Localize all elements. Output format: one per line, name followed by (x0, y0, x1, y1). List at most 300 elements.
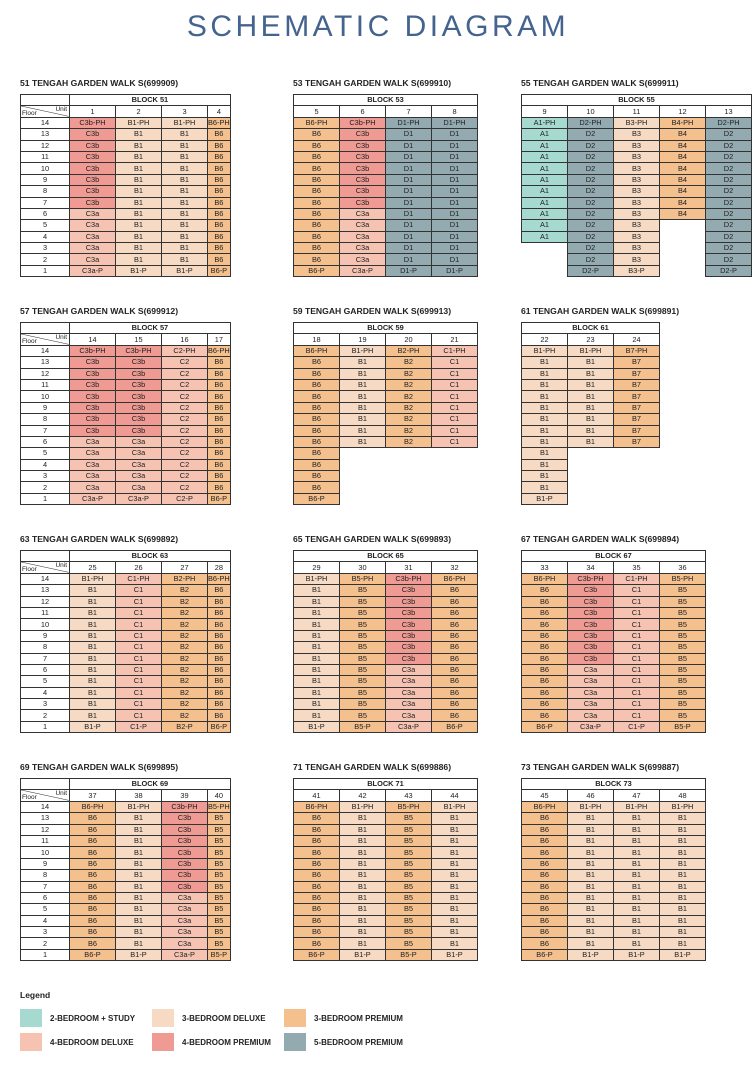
block-name: BLOCK 67 (522, 551, 706, 562)
unit-cell: B6 (432, 653, 478, 664)
unit-cell: C3b-PH (386, 573, 432, 584)
floor-row (21, 129, 231, 140)
unit-cell: B1 (660, 824, 706, 835)
unit-cell: C3b-PH (340, 117, 386, 128)
floor-row (21, 414, 231, 425)
floor-row (294, 482, 478, 493)
unit-cell: C1 (116, 699, 162, 710)
floor-row (522, 835, 706, 846)
empty-cell (432, 493, 478, 504)
unit-cell: B1 (568, 813, 614, 824)
floor-row (21, 664, 231, 675)
empty-cell (614, 459, 660, 470)
unit-cell: C3a (70, 448, 116, 459)
unit-cell: D1 (386, 174, 432, 185)
unit-number: 29 (294, 562, 340, 573)
unit-cell: B7 (614, 391, 660, 402)
unit-cell: B6 (208, 379, 231, 390)
floor-unit-corner (21, 562, 70, 573)
unit-cell: B6 (208, 619, 231, 630)
unit-cell: B1 (294, 676, 340, 687)
floor-row (21, 801, 231, 812)
unit-cell: C3b (386, 596, 432, 607)
unit-cell: B1 (116, 186, 162, 197)
empty-cell (614, 493, 660, 504)
legend-swatch (284, 1033, 306, 1051)
unit-cell: C3b (70, 197, 116, 208)
unit-cell: C1 (614, 607, 660, 618)
unit-cell: B1 (568, 379, 614, 390)
unit-cell: B1-P (116, 265, 162, 276)
unit-number: 1 (70, 106, 116, 117)
unit-cell: B6 (432, 699, 478, 710)
unit-cell: B6 (522, 642, 568, 653)
unit-cell: B1 (116, 231, 162, 242)
floor-row (522, 915, 706, 926)
floor-row (522, 174, 752, 185)
unit-cell: B1 (432, 927, 478, 938)
unit-cell: D1 (432, 254, 478, 265)
floor-row (294, 710, 478, 721)
floor-row (294, 471, 478, 482)
empty-cell (386, 493, 432, 504)
unit-cell: C1 (614, 710, 660, 721)
unit-cell: C3a (70, 459, 116, 470)
unit-cell: B1 (162, 174, 208, 185)
unit-cell: C3b (568, 607, 614, 618)
unit-cell: B5 (340, 642, 386, 653)
unit-cell: B6 (294, 835, 340, 846)
unit-cell: C1-P (614, 721, 660, 732)
empty-cell (660, 231, 706, 242)
floor-number: 4 (21, 459, 70, 470)
floor-row (522, 493, 660, 504)
floor-number: 3 (21, 471, 70, 482)
unit-cell: C1 (614, 676, 660, 687)
unit-cell: B5 (208, 915, 231, 926)
legend-label: 2-BEDROOM + STUDY (50, 1013, 136, 1023)
unit-cell: B3 (614, 208, 660, 219)
floor-number: 7 (21, 425, 70, 436)
floor-row (294, 699, 478, 710)
unit-cell: B2 (162, 710, 208, 721)
unit-cell: B1 (162, 208, 208, 219)
unit-cell: C3b (568, 630, 614, 641)
floor-row (21, 596, 231, 607)
unit-cell: B1 (568, 904, 614, 915)
unit-cell: B1 (614, 858, 660, 869)
unit-cell: B5 (386, 927, 432, 938)
unit-cell: B2 (162, 630, 208, 641)
unit-cell: B6 (522, 938, 568, 949)
unit-cell: B1 (294, 585, 340, 596)
legend-label: 3-BEDROOM PREMIUM (314, 1013, 403, 1023)
floor-row (294, 231, 478, 242)
unit-cell: B1-P (432, 949, 478, 960)
unit-cell: B1 (116, 892, 162, 903)
unit-cell: B5 (660, 687, 706, 698)
unit-cell: B6 (294, 448, 340, 459)
unit-cell: B5 (208, 904, 231, 915)
floor-row (522, 459, 660, 470)
unit-cell: C3b (70, 357, 116, 368)
empty-cell (386, 448, 432, 459)
block-address: 55 TENGAH GARDEN WALK S(699911) (521, 78, 679, 88)
floor-label: Floor (22, 565, 37, 573)
unit-cell: C1 (614, 642, 660, 653)
unit-cell: B6 (208, 208, 231, 219)
unit-cell: B1 (340, 414, 386, 425)
unit-cell: B1 (340, 813, 386, 824)
floor-row (21, 904, 231, 915)
unit-cell: D2 (706, 140, 752, 151)
unit-cell: B6 (294, 847, 340, 858)
floor-row (21, 824, 231, 835)
unit-cell: C2-PH (162, 345, 208, 356)
unit-cell: C3b-PH (568, 573, 614, 584)
floor-number: 9 (21, 402, 70, 413)
unit-cell: B1 (568, 824, 614, 835)
unit-cell: C2 (162, 459, 208, 470)
unit-cell: D2 (568, 140, 614, 151)
floor-row (21, 710, 231, 721)
unit-cell: D1 (432, 163, 478, 174)
unit-number: 15 (116, 334, 162, 345)
unit-cell: B6 (522, 813, 568, 824)
unit-cell: B1-PH (340, 801, 386, 812)
unit-cell: B6 (70, 824, 116, 835)
block-address: 67 TENGAH GARDEN WALK S(699894) (521, 534, 680, 544)
unit-cell: C3a-P (70, 493, 116, 504)
unit-cell: C1 (614, 630, 660, 641)
floor-label: Floor (22, 109, 37, 117)
unit-cell: B5-PH (340, 573, 386, 584)
floor-row (21, 254, 231, 265)
block-table (521, 322, 660, 505)
floor-number: 14 (21, 801, 70, 812)
unit-cell: C3b (162, 858, 208, 869)
legend-item-3-bedroom-premium (284, 1009, 403, 1027)
unit-cell: C3b (386, 585, 432, 596)
unit-cell: B6 (70, 813, 116, 824)
floor-row (21, 425, 231, 436)
unit-cell: C1 (614, 653, 660, 664)
unit-cell: C3b (386, 653, 432, 664)
floor-number: 4 (21, 687, 70, 698)
unit-cell: B1 (660, 858, 706, 869)
block-name: BLOCK 57 (70, 323, 231, 334)
unit-cell: C3b-PH (70, 117, 116, 128)
unit-cell: B2 (162, 687, 208, 698)
unit-cell: C3a (568, 664, 614, 675)
unit-cell: B6 (294, 197, 340, 208)
unit-cell: B6 (208, 174, 231, 185)
unit-number: 34 (568, 562, 614, 573)
unit-cell: B5 (208, 824, 231, 835)
unit-cell: B6 (432, 596, 478, 607)
floor-row (294, 379, 478, 390)
unit-cell: C2 (162, 368, 208, 379)
unit-cell: C1 (116, 676, 162, 687)
floor-row (522, 231, 752, 242)
block-address: 61 TENGAH GARDEN WALK S(699891) (521, 306, 680, 316)
unit-cell: B5 (340, 607, 386, 618)
unit-cell: A1 (522, 163, 568, 174)
block-address: 51 TENGAH GARDEN WALK S(699909) (20, 78, 179, 88)
unit-cell: B1 (116, 243, 162, 254)
unit-cell: B5 (340, 687, 386, 698)
unit-cell: B6 (208, 585, 231, 596)
floor-row (294, 892, 478, 903)
unit-number: 33 (522, 562, 568, 573)
floor-row (522, 208, 752, 219)
header-blank (21, 551, 70, 562)
floor-row (294, 265, 478, 276)
unit-cell: B6 (294, 402, 340, 413)
unit-number: 4 (208, 106, 231, 117)
unit-cell: B6 (522, 870, 568, 881)
unit-cell: D2-P (706, 265, 752, 276)
unit-cell: B1 (660, 927, 706, 938)
floor-row (522, 573, 706, 584)
unit-cell: B7 (614, 402, 660, 413)
unit-number: 42 (340, 790, 386, 801)
unit-cell: B5-PH (660, 573, 706, 584)
unit-cell: D2 (706, 151, 752, 162)
unit-cell: C3a (386, 687, 432, 698)
unit-number: 35 (614, 562, 660, 573)
unit-cell: B2 (386, 425, 432, 436)
block-name: BLOCK 71 (294, 779, 478, 790)
unit-cell: B6-PH (208, 345, 230, 355)
unit-cell: B2 (162, 664, 208, 675)
unit-cell: B1 (162, 140, 208, 151)
unit-cell: C3a-P (70, 265, 116, 276)
unit-cell: B5-P (660, 721, 706, 732)
unit-cell: D1 (386, 186, 432, 197)
unit-cell: B1 (568, 870, 614, 881)
unit-cell: C3b (116, 391, 162, 402)
unit-cell: A1 (522, 151, 568, 162)
unit-cell: B6 (294, 904, 340, 915)
unit-cell: B6 (208, 676, 231, 687)
unit-cell: C1 (432, 402, 478, 413)
unit-cell: C3b (162, 824, 208, 835)
unit-cell: B6 (208, 664, 231, 675)
floor-row (294, 881, 478, 892)
unit-cell: B1 (522, 414, 568, 425)
unit-cell: C1 (432, 436, 478, 447)
unit-cell: C1 (432, 391, 478, 402)
unit-cell: B6 (208, 186, 231, 197)
unit-cell: C3a-P (568, 721, 614, 732)
unit-cell: B6-P (522, 949, 568, 960)
unit-cell: C3a (386, 676, 432, 687)
floor-row (294, 163, 478, 174)
unit-cell: D2 (706, 163, 752, 174)
unit-cell: C3b-PH (162, 801, 208, 812)
floor-row (522, 596, 706, 607)
floor-row (21, 448, 231, 459)
floor-number: 2 (21, 938, 70, 949)
floor-row (522, 357, 660, 368)
block-table (293, 550, 478, 733)
unit-cell: B2 (162, 596, 208, 607)
unit-cell: B5 (340, 596, 386, 607)
unit-cell: B1 (70, 653, 116, 664)
unit-cell: B2 (386, 357, 432, 368)
unit-cell: C2 (162, 402, 208, 413)
unit-cell: B1 (294, 687, 340, 698)
unit-cell: B6 (522, 699, 568, 710)
unit-cell: A1 (522, 129, 568, 140)
unit-cell: C3a (70, 482, 116, 493)
block-address: 53 TENGAH GARDEN WALK S(699910) (293, 78, 452, 88)
floor-row (21, 721, 231, 732)
unit-cell: B5 (660, 596, 706, 607)
unit-cell: B1 (162, 186, 208, 197)
floor-number: 5 (21, 676, 70, 687)
unit-cell: C2 (162, 425, 208, 436)
floor-number: 10 (21, 163, 70, 174)
floor-row (294, 687, 478, 698)
unit-cell: B7 (614, 436, 660, 447)
unit-cell: B3 (614, 231, 660, 242)
floor-row (522, 699, 706, 710)
floor-number: 8 (21, 642, 70, 653)
block-name: BLOCK 73 (522, 779, 706, 790)
floor-row (21, 231, 231, 242)
unit-cell: C3b-PH (116, 345, 162, 356)
block-address: 69 TENGAH GARDEN WALK S(699895) (20, 762, 179, 772)
empty-cell (432, 482, 478, 493)
unit-cell: B1 (522, 425, 568, 436)
unit-cell: B6 (294, 813, 340, 824)
unit-cell: B1 (432, 904, 478, 915)
unit-cell: B6 (522, 858, 568, 869)
unit-cell: B1 (432, 858, 478, 869)
unit-cell: D1 (432, 140, 478, 151)
unit-cell: C1 (432, 414, 478, 425)
floor-row (522, 414, 660, 425)
floor-label: Floor (22, 337, 37, 345)
unit-cell: B6 (208, 140, 231, 151)
unit-cell: B6 (294, 414, 340, 425)
unit-number: 37 (70, 790, 116, 801)
unit-cell: B2 (162, 585, 208, 596)
floor-row (522, 927, 706, 938)
header-blank (21, 779, 70, 790)
unit-cell: C3b (116, 414, 162, 425)
floor-number: 14 (21, 573, 70, 584)
floor-row (21, 163, 231, 174)
unit-number: 13 (706, 106, 752, 117)
floor-row (522, 425, 660, 436)
empty-cell (340, 459, 386, 470)
unit-cell: B3 (614, 197, 660, 208)
unit-cell: C3a (116, 482, 162, 493)
unit-cell: C1 (614, 585, 660, 596)
floor-number: 13 (21, 357, 70, 368)
floor-number: 1 (21, 493, 70, 504)
unit-cell: B6 (294, 174, 340, 185)
floor-row (522, 220, 752, 231)
unit-cell: C1 (432, 425, 478, 436)
unit-number: 41 (294, 790, 340, 801)
floor-row (522, 265, 752, 276)
unit-cell: B6 (208, 368, 231, 379)
unit-cell: B5 (660, 619, 706, 630)
unit-cell: B6 (522, 904, 568, 915)
unit-cell: B1 (294, 619, 340, 630)
floor-row (294, 129, 478, 140)
block-table (20, 550, 231, 733)
unit-cell: B6 (432, 585, 478, 596)
unit-cell: B1 (432, 938, 478, 949)
unit-number: 24 (614, 334, 660, 345)
unit-cell: B4 (660, 163, 706, 174)
unit-cell: C3a (386, 664, 432, 675)
unit-cell: C3a (162, 904, 208, 915)
unit-cell: C3a-P (386, 721, 432, 732)
unit-cell: B6 (522, 653, 568, 664)
floor-row (522, 904, 706, 915)
unit-cell: B6 (70, 881, 116, 892)
unit-number: 30 (340, 562, 386, 573)
unit-cell: C3a (568, 676, 614, 687)
unit-cell: B6 (208, 414, 231, 425)
unit-cell: B6 (294, 938, 340, 949)
unit-cell: B6 (522, 915, 568, 926)
unit-cell: B5 (660, 653, 706, 664)
unit-cell: B5 (208, 870, 231, 881)
unit-cell: C1 (116, 585, 162, 596)
floor-row (294, 607, 478, 618)
unit-cell: D1 (432, 197, 478, 208)
unit-cell: B1 (340, 391, 386, 402)
unit-number: 43 (386, 790, 432, 801)
unit-cell: B1 (522, 391, 568, 402)
unit-cell: C3b (70, 163, 116, 174)
floor-row (21, 493, 231, 504)
unit-cell: B4 (660, 129, 706, 140)
floor-row (294, 448, 478, 459)
unit-cell: B7 (614, 357, 660, 368)
unit-number: 8 (432, 106, 478, 117)
floor-row (294, 425, 478, 436)
unit-cell: B1 (162, 163, 208, 174)
unit-cell: B4 (660, 197, 706, 208)
floor-row (21, 858, 231, 869)
floor-number: 3 (21, 699, 70, 710)
legend-swatch (20, 1033, 42, 1051)
unit-cell: B1 (340, 858, 386, 869)
block-table (521, 778, 706, 961)
unit-cell: C1-PH (116, 573, 162, 584)
unit-cell: C3a (70, 254, 116, 265)
unit-cell: C3a (568, 687, 614, 698)
unit-cell: C3b (70, 368, 116, 379)
unit-cell: B2 (386, 379, 432, 390)
unit-cell: C1-PH (432, 345, 478, 356)
floor-row (522, 619, 706, 630)
unit-cell: D2 (706, 186, 752, 197)
unit-cell: B1 (116, 163, 162, 174)
legend-swatch (20, 1009, 42, 1027)
unit-cell: D1 (386, 254, 432, 265)
empty-cell (614, 471, 660, 482)
unit-cell: B1 (116, 881, 162, 892)
